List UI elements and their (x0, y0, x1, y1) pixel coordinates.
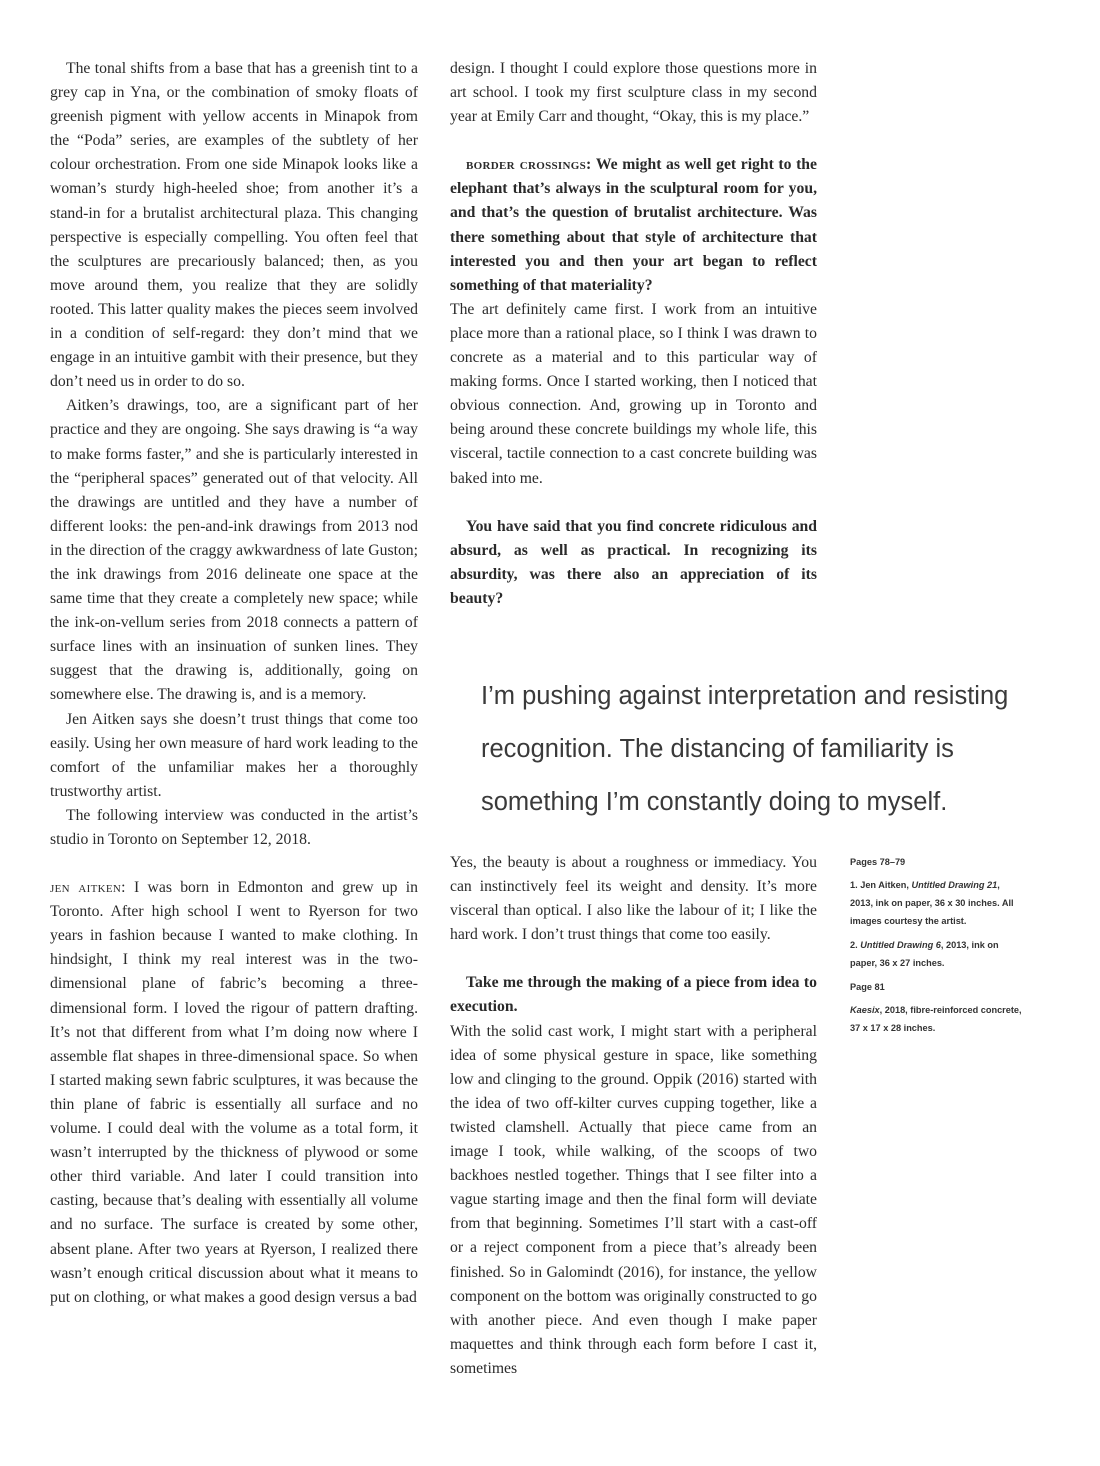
caption-text: , 2018, fibre-reinforced concrete, 37 x 17 x 28 inches. (850, 1005, 1022, 1033)
interview-question (450, 153, 817, 298)
article-column-left (50, 57, 418, 1310)
pull-quote-line: I’m pushing against interpretation and resisting (481, 682, 1009, 710)
image-captions (850, 853, 1022, 1043)
caption-text: , 2013, ink on paper, 36 x 27 inches. (850, 940, 999, 968)
caption-artwork-title: Untitled Drawing 6 (860, 940, 941, 950)
pull-quote-line: recognition. The distancing of familiarity is (481, 735, 954, 763)
paragraph: Aitken’s drawings, too, are a significant part of her practice and they are ongoing. She says drawing is “a way to make forms faster,” and she is particularly interested in the “peripheral spaces” generated out of that velocity. All the drawings are untitled and they have a number of different looks: the pen-and-ink drawings from 2013 nod in the direction of the craggy awkwardness of late Guston; the ink drawings from 2016 delineate one space at the same time that they create a completely new space; while the ink-on-vellum series from 2018 connects a pattern of surface lines with an insinuation of sunken lines. They suggest that the drawing is, additionally, going on somewhere else. The drawing is, and is a memory. (50, 397, 418, 704)
question-text: We might as well get right to the elephant that’s always in the sculptural room for you, and that’s the question of brutalist architecture. Was there something about that style of architecture that interested you and then your art began to reflect something of that materiality? (450, 156, 817, 294)
caption-heading: Pages 78–79 (850, 857, 906, 867)
caption-text: 2. (850, 940, 861, 950)
paragraph: The following interview was conducted in the artist’s studio in Toronto on September 12, 2018. (50, 806, 418, 848)
caption-heading: Page 81 (850, 982, 885, 992)
pull-quote-line: something I’m constantly doing to myself. (481, 788, 948, 816)
caption (850, 936, 1022, 972)
article-column-right-bottom (450, 851, 817, 1381)
answer-text: I was born in Edmonton and grew up in Toronto. After high school I went to Ryerson for two years in fashion because I wanted to make clothing. In hindsight, I think my real interest was in the two-dimensional plane of fabric’s becoming a three-dimensional form. I loved the rigour of pattern drafting. It’s not that different from what I’m doing now where I assemble flat shapes in three-dimensional space. So when I started making sewn fabric sculptures, it was because the thin plane of fabric is essentially all surface and no volume. I could deal with the volume as a total form, it wasn’t interrupted by the thickness of plywood or some other third variable. And later I could transition into casting, because that’s dealing with essentially all volume and no surface. The surface is created by some other, absent plane. After two years at Ryerson, I realized there wasn’t enough critical discussion about what it means to put on clothing, or what makes a good design versus a bad (50, 879, 418, 1306)
caption (850, 1001, 1022, 1037)
article-column-right-top (450, 57, 817, 611)
caption (850, 876, 1022, 930)
speaker-label: jen aitken: (50, 879, 126, 897)
caption-artwork-title: Kaesix (850, 1005, 880, 1015)
caption-artwork-title: Untitled Drawing 21 (911, 880, 998, 890)
interview-answer: The art definitely came first. I work from an intuitive place more than a rational place, so I think I was drawn to concrete as a material and to this particular way of making forms. Once I started working, then I noticed that obvious connection. And, growing up in Toronto and being around these concrete buildings my whole life, this visceral, tactile connection to a cast concrete building was baked into me. (450, 300, 817, 487)
interview-question: You have said that you find concrete ridiculous and absurd, as well as practical. In recognizing its absurdity, was there also an appreciation of its beauty? (450, 517, 817, 607)
caption-text: 1. Jen Aitken, (850, 880, 912, 890)
speaker-label: border crossings: (466, 156, 592, 174)
paragraph: design. I thought I could explore those questions more in art school. I took my first sculpture class in my second year at Emily Carr and thought, “Okay, this is my place.” (450, 60, 817, 126)
interview-question: Take me through the making of a piece from idea to execution. (450, 974, 817, 1016)
interview-answer: Yes, the beauty is about a roughness or immediacy. You can instinctively feel its weight and density. It’s more visceral than optical. I also like the labour of it; I like the hard work. I don’t trust things that come too easily. (450, 854, 817, 944)
pull-quote (481, 670, 1041, 829)
paragraph: The tonal shifts from a base that has a greenish tint to a grey cap in Yna, or the combination of smoky floats of greenish pigment with yellow accents in Minapok from the “Poda” series, are examples of the subtlety of her colour orchestration. From one side Minapok looks like a woman’s sturdy high-heeled shoe; from another it’s a stand-in for a brutalist architectural plaza. This changing perspective is especially compelling. You often feel that the sculptures are precariously balanced; then, as you move around them, you realize that they are solidly rooted. This latter quality makes the pieces seem involved in a condition of self-regard: they don’t mind that we engage in an intuitive gambit with their presence, but they don’t need us in order to do so. (50, 60, 418, 391)
paragraph: Jen Aitken says she doesn’t trust things that come too easily. Using her own measure of hard work leading to the comfort of the unfamiliar makes her a thoroughly trustworthy artist. (50, 710, 418, 800)
interview-answer (50, 876, 418, 1310)
interview-answer: With the solid cast work, I might start with a peripheral idea of some physical gesture in space, like something low and clinging to the ground. Oppik (2016) started with the idea of two off-kilter curves cupping together, like a twisted clamshell. Actually that piece came from an image I took, while walking, of the scoops of two backhoes nestled together. Things that I see filter into a vague starting image and then the final form will deviate from that beginning. Sometimes I’ll start with a cast-off or a reject component from a piece that’s already been finished. So in Galomindt (2016), for instance, the yellow component on the bottom was originally constructed to go with another piece. And even though I make paper maquettes and think through each form before I cast it, sometimes (450, 1022, 817, 1377)
caption-text: , 2013, ink on paper, 36 x 30 inches. All images courtesy the artist. (850, 880, 1014, 926)
